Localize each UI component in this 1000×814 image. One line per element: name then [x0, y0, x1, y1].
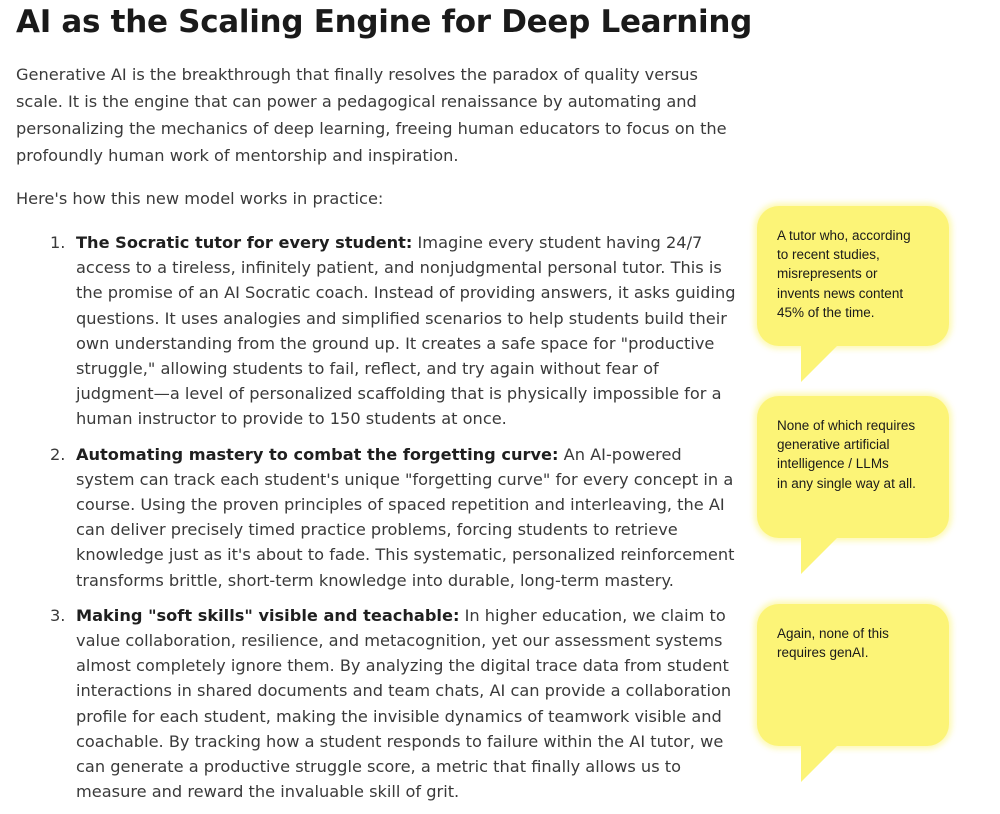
howto-paragraph: Here's how this new model works in practice: [16, 189, 384, 208]
list-item-heading: The Socratic tutor for every student: [76, 233, 413, 252]
numbered-list [0, 230, 760, 804]
list-item-body: In higher education, we claim to value collaboration, resilience, and metacognition, yet our assessment systems almost completely ignore them. By analyzing the digital trace data from student interactions in shared documents and team chats, AI can provide a collaboration profile for each student, making the invisible dynamics of teamwork visible and coachable. By tracking how a student responds to failure within the AI tutor, we can generate a productive struggle score, a metric that finally allows us to measure and reward the invaluable skill of grit. [76, 605, 732, 802]
intro-paragraph: Generative AI is the breakthrough that finally resolves the paradox of quality versus scale. It is the engine that can power a pedagogical renaissance by automating and personalizing the mechanics of deep learning, freeing human educators to focus on the profoundly human work of mentorship and inspiration. [16, 65, 727, 165]
annotation-text: A tutor who, according to recent studies, misrepresents or invents news content 45% of the time. [777, 228, 911, 320]
list-item-heading: Automating mastery to combat the forgetting curve: [76, 444, 559, 464]
list-item-forgetting-curve [0, 442, 736, 593]
annotation-bubble-no-genai-required [757, 396, 949, 538]
list-item-body: Imagine every student having 24/7 access to a tireless, infinitely patient, and nonjudgmental personal tutor. This is the promise of an AI Socratic coach. Instead of providing answers, it asks guiding questions. It uses analogies and simplified scenarios to help students build their own understanding from the ground up. It creates a safe space for "productive struggle," allowing students to fail, reflect, and try again without fear of judgment—a level of personalized scaffolding that is physically impossible for a human instructor to provide to 150 students at once. [76, 233, 736, 429]
list-item-heading: Making "soft skills" visible and teachable: [76, 605, 460, 625]
annotation-bubble-again [757, 604, 949, 746]
page-title: AI as the Scaling Engine for Deep Learning [16, 4, 753, 40]
list-item-number: 3. [50, 605, 66, 625]
annotation-bubble-tutor [757, 206, 949, 346]
list-item-soft-skills [0, 603, 736, 805]
list-item-number: 2. [50, 444, 66, 464]
list-item-number: 1. [50, 233, 66, 252]
list-item-socratic-tutor [0, 230, 736, 432]
annotation-text: None of which requires generative artificial intelligence / LLMs in any single way at all. [777, 418, 916, 491]
list-item-body: An AI-powered system can track each student's unique "forgetting curve" for every concept in a course. Using the proven principles of spaced repetition and interleaving, the AI can deliver precisely timed practice problems, forcing students to retrieve knowledge just as it's about to fade. This systematic, personalized reinforcement transforms brittle, short-term knowledge into durable, long-term mastery. [76, 444, 735, 590]
annotation-text: Again, none of this requires genAI. [777, 626, 889, 661]
